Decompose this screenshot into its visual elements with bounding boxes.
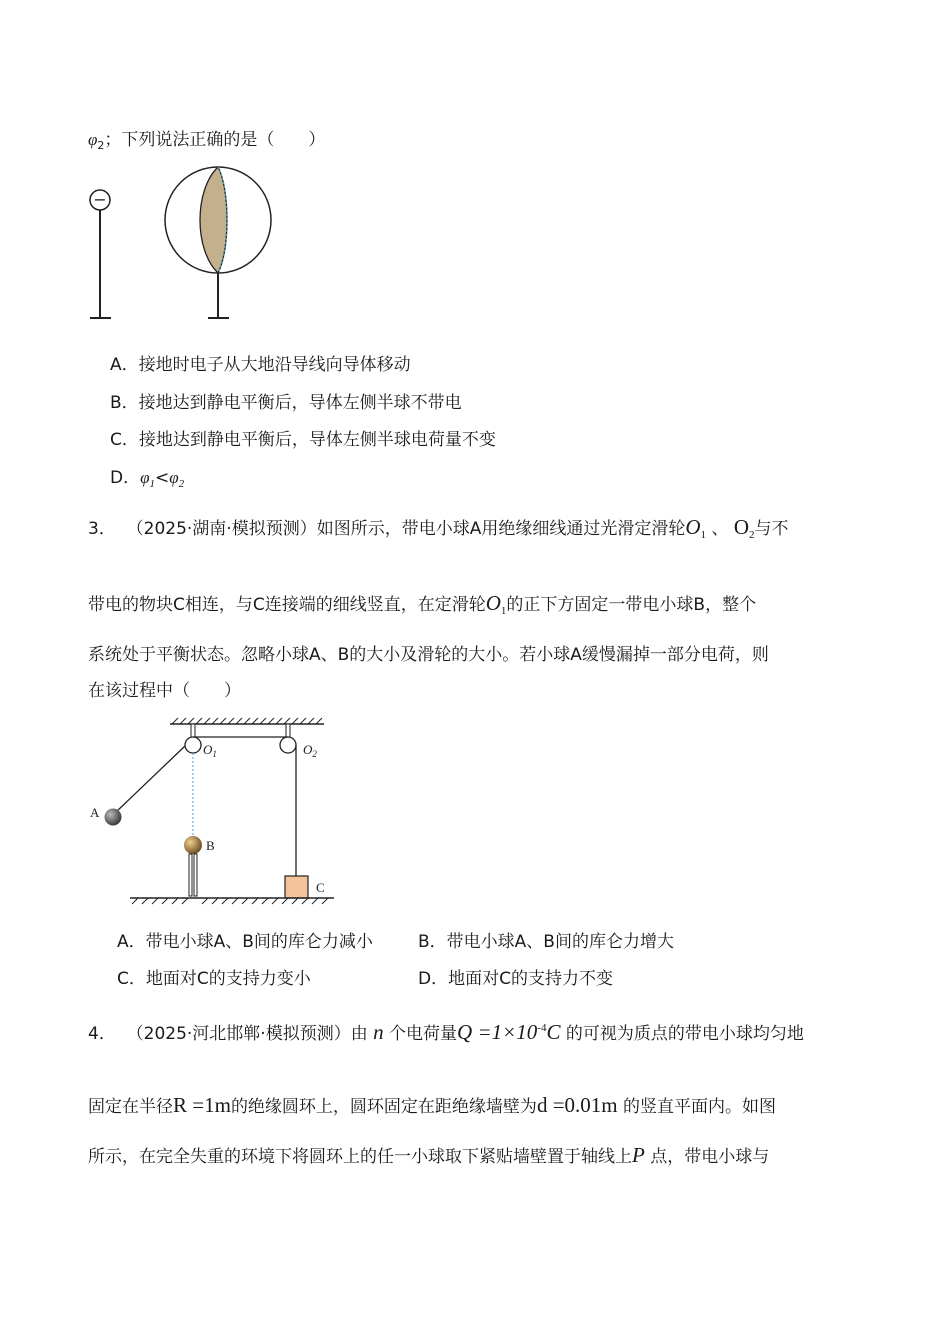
q2-option-c[interactable]: C．接地达到静电平衡后，导体左侧半球电荷量不变: [110, 430, 496, 450]
svg-text:O1: $O_1$: [203, 742, 217, 759]
pulley-o2: [280, 737, 296, 753]
svg-text:−: −: [93, 190, 107, 209]
svg-text:O2: $O_2$: [303, 742, 317, 759]
q4-source: （2025·河北邯郸·模拟预测）: [126, 1024, 351, 1044]
q4-line-1: 4． （2025·河北邯郸·模拟预测）由 n 个电荷量$Q =1\times 10^{-4}C$ 的可视为质点的带电小球均匀地: [88, 1020, 804, 1044]
q3-line-3: 系统处于平衡状态。忽略小球A、B的大小及滑轮的大小。若小球A缓慢漏掉一部分电荷，则: [88, 645, 769, 665]
q3-figure: [84, 716, 344, 906]
q3-line-4: 在该过程中（ ）: [88, 681, 241, 701]
svg-text:B: B: [206, 838, 215, 853]
block-c: [285, 876, 308, 898]
q3-line-2: 带电的物块C相连，与C连接端的细线竖直，在定滑轮$O_1$的正下方固定一带电小球B，整个: [88, 591, 757, 617]
q3-source: （2025·湖南·模拟预测）: [126, 519, 317, 539]
q3-option-a[interactable]: A．带电小球A、B间的库仑力减小: [117, 932, 373, 952]
ball-b: [184, 836, 202, 854]
q2-option-d[interactable]: D．$\varphi_1<\varphi_2$: [110, 468, 185, 490]
pulley-o1: [185, 737, 201, 753]
q2-option-a[interactable]: A．接地时电子从大地沿导线向导体移动: [110, 355, 411, 375]
q2-option-b[interactable]: B．接地达到静电平衡后，导体左侧半球不带电: [110, 393, 462, 413]
svg-text:A: A: [90, 805, 100, 820]
q3-option-d[interactable]: D．地面对C的支持力不变: [418, 969, 613, 989]
phi-symbol: φ: [88, 130, 98, 149]
q2-figure: [84, 160, 284, 325]
q3-option-b[interactable]: B．带电小球A、B间的库仑力增大: [418, 932, 674, 952]
q3-line-1: 3． （2025·湖南·模拟预测）如图所示，带电小球A用绝缘细线通过光滑定滑轮$O_1$ 、 $O_2$与不: [88, 515, 789, 541]
ball-a: [105, 809, 122, 826]
q2-stem: $\varphi_2$；下列说法正确的是（ ）: [88, 130, 326, 152]
svg-text:C: C: [316, 880, 325, 895]
q4-line-2: 固定在半径R =1m的绝缘圆环上，圆环固定在距绝缘墙壁为d =0.01m 的竖直平面内。如图: [88, 1093, 777, 1117]
q3-option-c[interactable]: C．地面对C的支持力变小: [117, 969, 311, 989]
q4-line-3: 所示，在完全失重的环境下将圆环上的任一小球取下紧贴墙壁置于轴线上P 点，带电小球与: [88, 1143, 770, 1167]
